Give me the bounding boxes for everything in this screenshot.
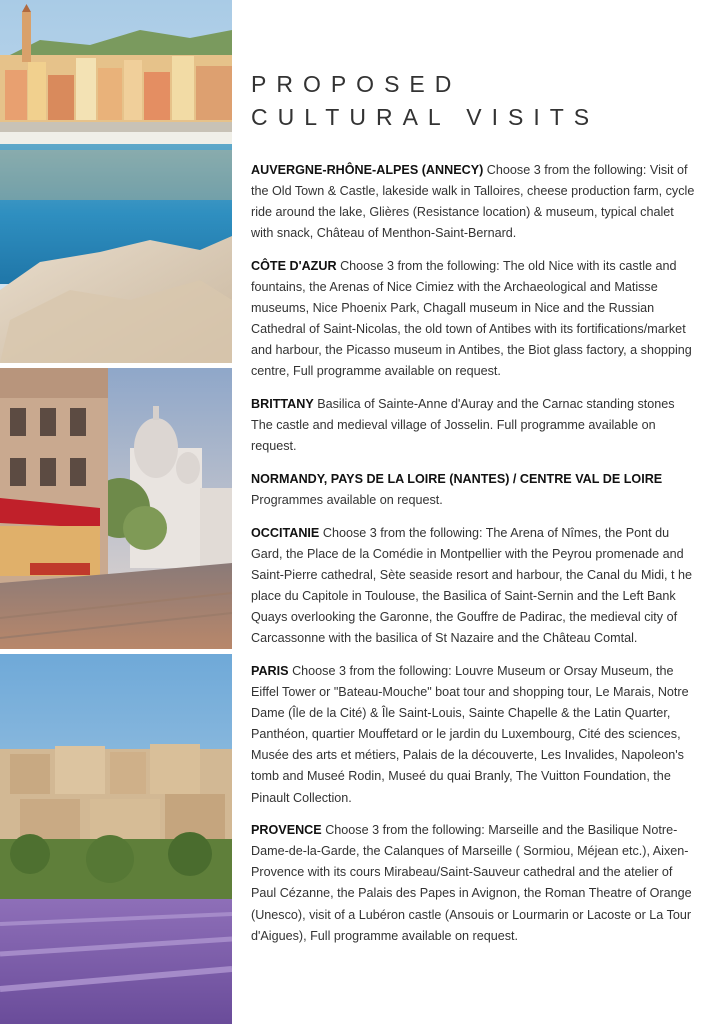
region-list: [251, 160, 697, 958]
region-description: Choose 3 from the following: Marseille and the Basilique Notre-Dame-de-la-Garde, the Calanques of Marseille ( Sormiou, Méjean etc.), Aixen-Provence with its cours Mirabeau/Saint-Sauveur cathedral and the atelier of Paul Cézanne, the Palais des Papes in Avignon, the Roman Theatre of Orange (Unesco), visit of a Lubéron castle (Ansouis or Lourmarin or Lacoste or La Tour d'Aigues), Full programme available on request.: [251, 823, 692, 943]
region-normandy: [251, 469, 697, 511]
region-auvergne: [251, 160, 697, 244]
region-occitanie: [251, 523, 697, 650]
region-name: PARIS: [251, 663, 289, 678]
region-description: Choose 3 from the following: The old Nice with its castle and fountains, the Arenas of Nice Cimiez with the Archaeological and Matisse museums, Nice Phoenix Park, Chagall museum in Nice and the Russian Cathedral of Saint-Nicolas, the old town of Antibes with its fortifications/market and harbour, the Picasso museum in Antibes, the Biot glass factory, a shopping centre, Full programme available on request.: [251, 258, 692, 379]
region-name: BRITTANY: [251, 397, 314, 412]
page-title-line-2: CULTURAL VISITS: [251, 104, 600, 130]
photo-column: [0, 0, 232, 1024]
region-description: Choose 3 from the following: Visit of the Old Town & Castle, lakeside walk in Talloires, cheese production farm, cycle ride around the lake, Glières (Resistance location) & museum, typical chalet with snack, Château of Menthon-Saint-Bernard.: [251, 163, 695, 241]
region-cote-dazur: [251, 256, 697, 383]
region-name: PROVENCE: [251, 823, 322, 838]
provence-lavender-photo: [0, 654, 232, 1024]
coastal-town-photo: [0, 0, 232, 363]
paris-street-photo: [0, 368, 232, 649]
region-name: OCCITANIE: [251, 525, 320, 540]
page-title: [251, 68, 599, 134]
page-title-line-1: PROPOSED: [251, 71, 462, 97]
region-name: NORMANDY, PAYS DE LA LOIRE (NANTES) / CENTRE VAL DE LOIRE: [251, 472, 663, 486]
region-name: AUVERGNE-RHÔNE-ALPES (ANNECY): [251, 163, 484, 177]
region-name: CÔTE D'AZUR: [251, 258, 337, 273]
region-description: Choose 3 from the following: Louvre Museum or Orsay Museum, the Eiffel Tower or "Bateau-Mouche" boat tour and shopping tour, Le Marais, Notre Dame (Île de la Cité) & Île Saint-Louis, Sainte Chapelle & the Latin Quarter, Panthéon, quartier Mouffetard or le jardin du Luxembourg, Cité des sciences, Musée des arts et métiers, Palais de la découverte, Les Invalides, Napoleon's tomb and Museé Rodin, Museé du quai Branly, The Vuitton Foundation, the Pinault Collection.: [251, 663, 689, 805]
region-description: Choose 3 from the following: The Arena of Nîmes, the Pont du Gard, the Place de la Comédie in Montpellier with the Peyrou promenade and Saint-Pierre cathedral, Sète seaside resort and harbour, the Canal du Midi, t he place du Capitole in Toulouse, the Basilica of Saint-Sernin and the Left Bank Quays overlooking the Garonne, the Gouffre de Padirac, the medieval city of Carcassonne with the basilica of St Nazaire and the Château Comtal.: [251, 525, 693, 646]
region-paris: [251, 661, 697, 809]
region-provence: [251, 820, 697, 947]
region-description: Programmes available on request.: [251, 493, 443, 508]
region-brittany: [251, 394, 697, 457]
region-description: Basilica of Sainte-Anne d'Auray and the Carnac standing stones The castle and medieval village of Josselin. Full programme available on request.: [251, 397, 675, 454]
